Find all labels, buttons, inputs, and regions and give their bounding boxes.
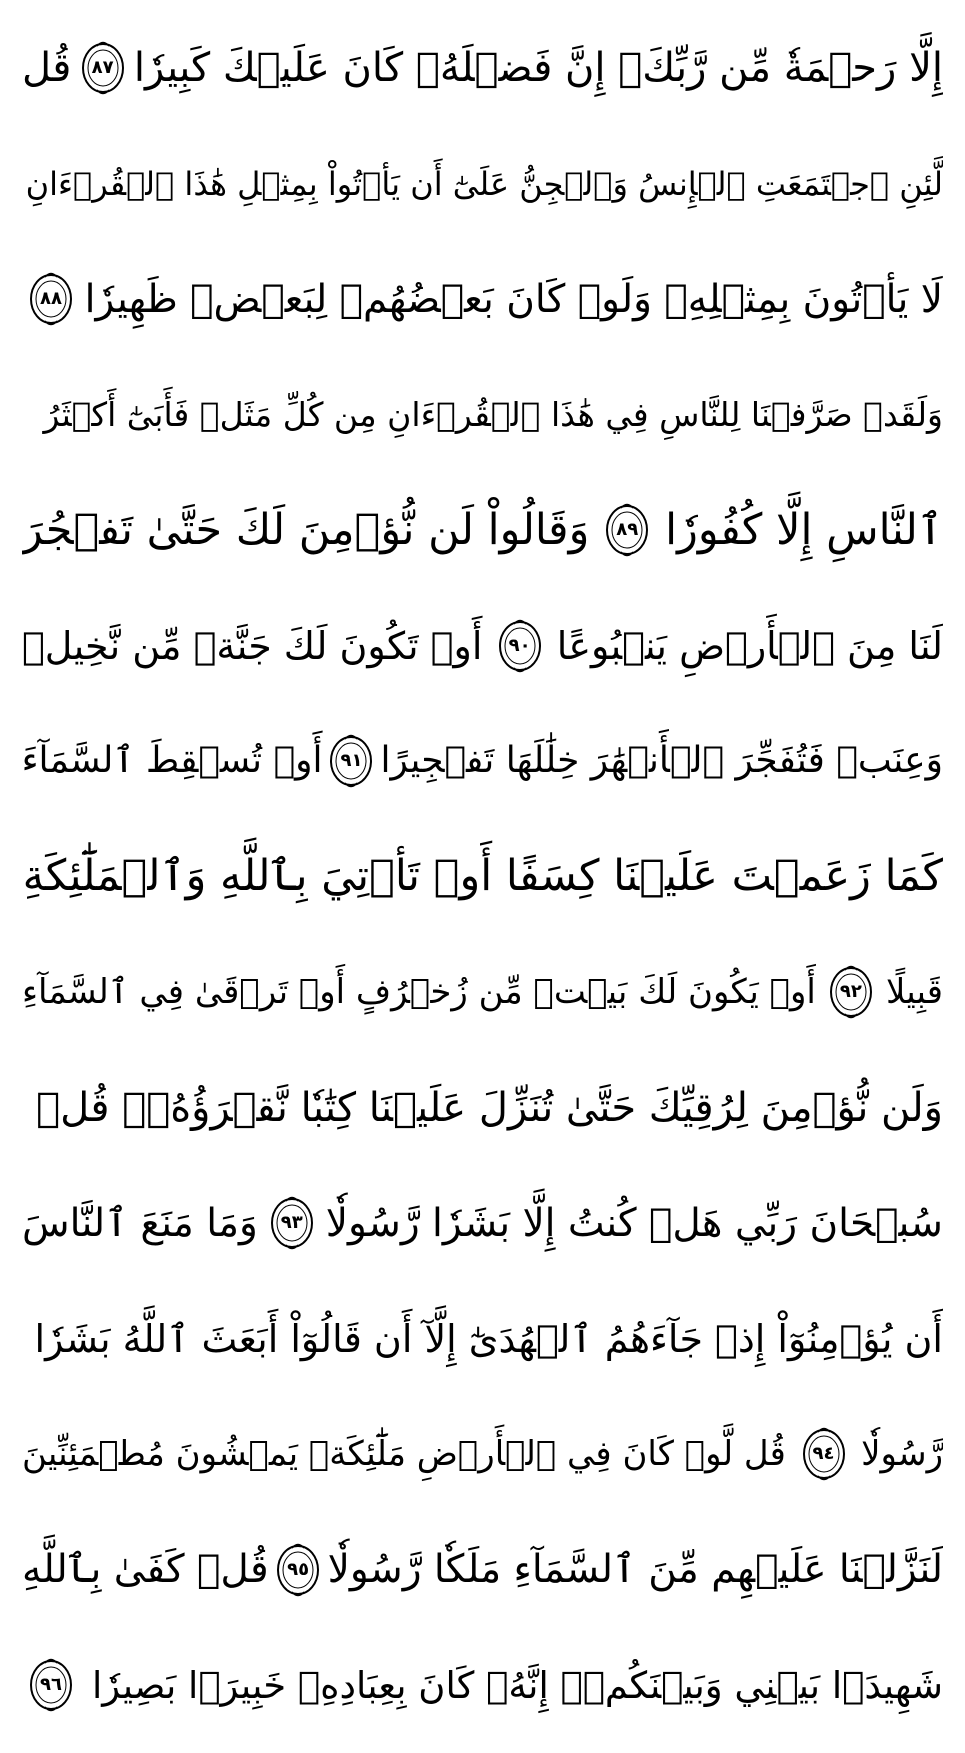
verse-text: لَنَا مِنَ ٱلۡأَرۡضِ يَنۢبُوعًا xyxy=(556,623,943,668)
verse-line xyxy=(22,1400,943,1508)
ayah-number: ٨٧ xyxy=(91,57,114,78)
verse-text: إِلَّا رَحۡمَةٗ مِّن رَّبِّكَۚ إِنَّ فَضۡلَهُۥ كَانَ عَلَيۡكَ كَبِيرٗا xyxy=(133,45,943,91)
ayah-number-marker xyxy=(828,964,874,1020)
verse-text: قَبِيلًا xyxy=(885,972,943,1012)
ayah-number-marker xyxy=(80,40,126,96)
verse-line xyxy=(22,1054,943,1162)
verse-line xyxy=(22,1516,943,1624)
ayah-number-marker xyxy=(28,1657,74,1713)
ayah-number-marker xyxy=(275,1542,321,1598)
verse-text: أَوۡ يَكُونَ لَكَ بَيۡتٞ مِّن زُخۡرُفٍ أَوۡ تَرۡقَىٰ فِي ٱلسَّمَآءِ xyxy=(22,972,816,1012)
verse-line xyxy=(22,823,943,931)
verse-text: قُل xyxy=(22,45,72,91)
verse-text: وَلَقَدۡ صَرَّفۡنَا لِلنَّاسِ فِي هَٰذَا ٱلۡقُرۡءَانِ مِن كُلِّ مَثَلٖ فَأَبَىٰٓ أَكۡثَرُ xyxy=(43,395,943,434)
ayah-number: ٨٨ xyxy=(40,288,62,309)
verse-text: كَمَا زَعَمۡتَ عَلَيۡنَا كِسَفًا أَوۡ تَأۡتِيَ بِٱللَّهِ وَٱلۡمَلَٰٓئِكَةِ xyxy=(22,851,943,901)
ayah-number: ٩٥ xyxy=(287,1558,310,1580)
verse-text: لَنَزَّلۡنَا عَلَيۡهِم مِّنَ ٱلسَّمَآءِ مَلَكٗا رَّسُولٗا xyxy=(327,1547,943,1592)
ayah-number: ٩٣ xyxy=(280,1212,303,1233)
ayah-number-marker xyxy=(497,618,543,674)
verse-text: وَعِنَبٖ فَتُفَجِّرَ ٱلۡأَنۡهَٰرَ خِلَٰلَهَا تَفۡجِيرًا xyxy=(380,740,943,781)
verse-text: قُلۡ كَفَىٰ بِٱللَّهِ xyxy=(22,1547,269,1592)
verse-line xyxy=(22,476,943,584)
verse-line xyxy=(22,130,943,238)
ayah-number: ٩٢ xyxy=(839,981,862,1002)
ayah-number-marker xyxy=(604,502,650,558)
verse-line xyxy=(22,1285,943,1393)
verse-lines xyxy=(22,14,943,1739)
verse-text: وَلَن نُّؤۡمِنَ لِرُقِيِّكَ حَتَّىٰ تُنَزِّلَ عَلَيۡنَا كِتَٰبٗا نَّقۡرَؤُهُۥۗ قُلۡ xyxy=(36,1084,943,1131)
verse-line xyxy=(22,1169,943,1277)
ayah-number-marker xyxy=(28,271,74,327)
verse-text: وَمَا مَنَعَ ٱلنَّاسَ xyxy=(22,1200,258,1246)
ayah-number-marker xyxy=(801,1426,847,1482)
ayah-number: ٩١ xyxy=(340,750,363,771)
verse-line xyxy=(22,245,943,353)
verse-text: وَقَالُواْ لَن نُّؤۡمِنَ لَكَ حَتَّىٰ تَفۡجُرَ xyxy=(22,504,590,555)
verse-text: أَن يُؤۡمِنُوٓاْ إِذۡ جَآءَهُمُ ٱلۡهُدَىٰٓ إِلَّآ أَن قَالُوٓاْ أَبَعَثَ ٱللَّهُ بَشَرٗا xyxy=(34,1316,943,1361)
verse-line xyxy=(22,592,943,700)
verse-line xyxy=(22,361,943,469)
verse-text: أَوۡ تُسۡقِطَ ٱلسَّمَآءَ xyxy=(22,740,323,781)
ayah-number: ٩٦ xyxy=(40,1674,62,1695)
ayah-number-marker xyxy=(328,733,374,789)
verse-line xyxy=(22,938,943,1046)
ayah-number-marker xyxy=(269,1195,315,1251)
verse-text: رَّسُولٗا xyxy=(861,1434,943,1474)
verse-text: لَّئِنِ ٱجۡتَمَعَتِ ٱلۡإِنسُ وَٱلۡجِنُّ عَلَىٰٓ أَن يَأۡتُواْ بِمِثۡلِ هَٰذَا ٱلۡقُرۡءَانِ xyxy=(25,164,943,203)
verse-text: قُل لَّوۡ كَانَ فِي ٱلۡأَرۡضِ مَلَٰٓئِكَةٞ يَمۡشُونَ مُطۡمَئِنِّينَ xyxy=(22,1434,786,1474)
verse-line xyxy=(22,14,943,122)
verse-line xyxy=(22,1631,943,1739)
ayah-number: ٩٠ xyxy=(508,634,531,656)
ayah-number: ٩٤ xyxy=(812,1443,835,1464)
verse-text: ٱلنَّاسِ إِلَّا كُفُورٗا xyxy=(665,504,943,555)
verse-text: أَوۡ تَكُونَ لَكَ جَنَّةٞ مِّن نَّخِيلٖ xyxy=(22,623,483,668)
verse-text: شَهِيدَۢا بَيۡنِي وَبَيۡنَكُمۡۚ إِنَّهُۥ كَانَ بِعِبَادِهِۦ خَبِيرَۢا بَصِيرٗا xyxy=(92,1663,943,1707)
verse-line xyxy=(22,707,943,815)
verse-text: سُبۡحَانَ رَبِّي هَلۡ كُنتُ إِلَّا بَشَرٗا رَّسُولٗا xyxy=(325,1200,943,1246)
verse-text: لَا يَأۡتُونَ بِمِثۡلِهِۦ وَلَوۡ كَانَ بَعۡضُهُمۡ لِبَعۡضٖ ظَهِيرٗا xyxy=(84,276,943,322)
ayah-number: ٨٩ xyxy=(616,519,639,540)
